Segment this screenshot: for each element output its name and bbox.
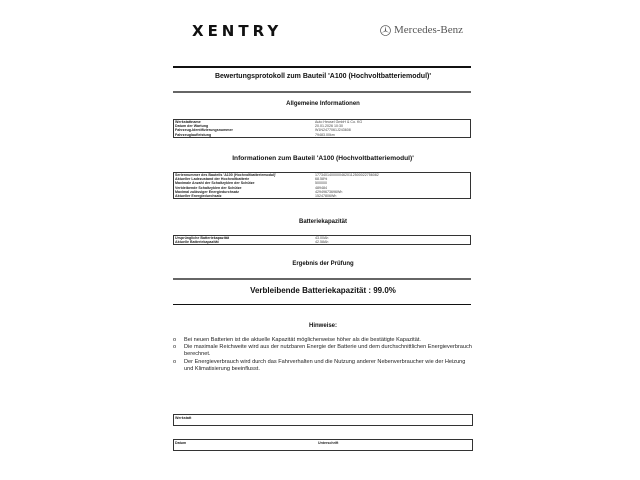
row-value: W1N2477061J243608 bbox=[315, 128, 351, 133]
row-value: Auto Heusel GmbH & Co. KG bbox=[315, 120, 363, 124]
note-item bbox=[172, 359, 472, 373]
date-signature-box bbox=[173, 439, 473, 451]
document-title: Bewertungsprotokoll zum Bauteil 'A100 (Hochvoltbatteriemodul)' bbox=[214, 73, 432, 80]
note-text: Der Energieverbrauch wird durch das Fahrverhalten und die Nutzung anderer Nebenverbraucher wie der Heizung und Klimatisierung beeinflusst. bbox=[184, 358, 466, 372]
row-label: Aktuelle Batteriekapazität bbox=[175, 240, 219, 245]
bullet-icon: o bbox=[173, 344, 177, 351]
result-top-rule bbox=[173, 278, 471, 280]
table-row bbox=[174, 133, 471, 138]
row-value: 42.58Ah bbox=[315, 240, 329, 245]
row-value: 15247806Wh bbox=[315, 194, 337, 199]
workshop-label: Werkstatt bbox=[175, 416, 192, 420]
row-label: Datum der Wartung bbox=[175, 124, 209, 129]
note-text: Die maximale Reichweite wird aus der nutzbaren Energie der Batterie und dem durchschnittlichen Energieverbrauch berechnet. bbox=[184, 344, 472, 358]
row-value: 20.01.2026 10:30 bbox=[315, 124, 343, 129]
row-value: 489484 bbox=[315, 185, 327, 190]
title-top-rule bbox=[173, 66, 471, 68]
row-value: 43.00Ah bbox=[315, 236, 329, 240]
row-value: 500000 bbox=[315, 181, 327, 186]
note-item bbox=[172, 337, 472, 344]
notes-list bbox=[172, 337, 472, 373]
result-bottom-rule bbox=[173, 304, 471, 305]
capacity-table bbox=[173, 235, 471, 245]
note-item bbox=[172, 344, 472, 358]
title-bottom-rule bbox=[173, 91, 471, 93]
mercedes-benz-logo bbox=[380, 24, 463, 36]
component-info-heading: Informationen zum Bauteil 'A100 (Hochvoltbatteriemodul)' bbox=[232, 155, 414, 162]
row-label: Aktueller Ladezustand der Hochvoltbatterie bbox=[175, 177, 250, 182]
row-label: Ursprüngliche Batteriekapazität bbox=[175, 236, 230, 240]
general-info-heading: Allgemeine Informationen bbox=[286, 101, 360, 107]
bullet-icon: o bbox=[173, 358, 177, 365]
mercedes-benz-wordmark: Mercedes-Benz bbox=[394, 24, 464, 36]
row-value: 79483.00km bbox=[315, 132, 335, 137]
table-row bbox=[174, 194, 471, 199]
general-info-table bbox=[173, 119, 471, 138]
row-label: Werkstattname bbox=[175, 120, 201, 124]
date-label: Datum bbox=[175, 441, 187, 445]
xentry-logo: XENTRY bbox=[192, 22, 283, 40]
capacity-heading: Batteriekapazität bbox=[298, 219, 348, 225]
notes-heading: Hinweise: bbox=[308, 323, 337, 329]
row-label: Maximal zulässiger Energiedurchsatz bbox=[175, 189, 239, 194]
row-label: Aktueller Energiedurchsatz bbox=[175, 194, 222, 199]
row-label: Verbleibende Schaltzyklen der Schütze bbox=[175, 185, 242, 190]
component-info-table bbox=[173, 172, 471, 199]
remaining-capacity-result: Verbleibende Batteriekapazität : 99.0% bbox=[250, 286, 396, 295]
row-label: Seriennummer des Bauteils 'A100 (Hochvoltbatteriemodul)' bbox=[175, 173, 277, 177]
workshop-signature-box bbox=[173, 414, 473, 426]
note-text: Bei neuen Batterien ist die aktuelle Kapazität möglicherweise höher als die bestätigte Kapazität. bbox=[184, 337, 421, 343]
signature-label: Unterschrift bbox=[318, 441, 339, 445]
table-row bbox=[174, 240, 471, 245]
row-label: Fahrzeug-Identifizierungsnummer bbox=[175, 128, 233, 133]
row-value: 68.58% bbox=[315, 177, 328, 182]
row-label: Fahrzeuglaufleistung bbox=[175, 132, 212, 137]
row-value: 17734014000004620112500022756082 bbox=[315, 173, 379, 177]
row-value: 42949673696Wh bbox=[315, 189, 343, 194]
row-label: Maximale Anzahl der Schaltzyklen der Schütze bbox=[175, 181, 255, 186]
mercedes-star-icon bbox=[380, 25, 391, 36]
result-heading: Ergebnis der Prüfung bbox=[292, 261, 354, 267]
bullet-icon: o bbox=[173, 337, 177, 343]
